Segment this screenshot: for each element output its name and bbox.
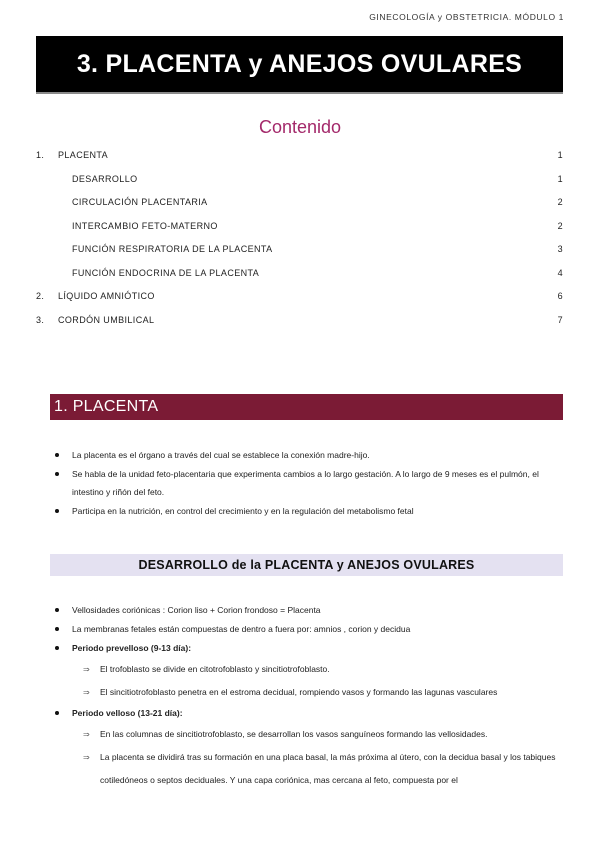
toc-entry[interactable] (36, 287, 563, 311)
list-item-text: Vellosidades coriónicas : Corion liso + Corion frondoso = Placenta (72, 605, 321, 615)
list-item-text: La membranas fetales están compuestas de dentro a fuera por: amnios , corion y decidua (72, 624, 411, 634)
bullet-icon (55, 453, 59, 457)
list-item (50, 601, 563, 619)
period-heading: Periodo prevelloso (9-13 día): (72, 643, 192, 653)
chapter-title-bar (36, 36, 563, 94)
toc-page: 3 (557, 244, 563, 254)
list-item-text: La placenta es el órgano a través del cual se establece la conexión madre-hijo. (72, 450, 370, 460)
toc-label: DESARROLLO (72, 173, 138, 184)
toc-number: 2. (36, 291, 45, 301)
toc-entry[interactable] (36, 170, 563, 194)
bullet-icon (55, 608, 59, 612)
sub-list-item-text: La placenta se dividirá tras su formación en una placa basal, la más próxima al útero, con la decidua basal y los tabiques cotiledóneos o septos deciduales. Y una capa coriónica, mas cercana al feto, compuesta por el (100, 752, 556, 785)
section-heading: 1. PLACENTA (54, 398, 159, 415)
list-item (50, 465, 563, 501)
contents-heading: Contenido (258, 117, 342, 137)
toc-entry[interactable] (36, 193, 563, 217)
bullet-icon (55, 627, 59, 631)
toc-label: FUNCIÓN RESPIRATORIA DE LA PLACENTA (72, 244, 273, 254)
toc-page: 2 (557, 197, 563, 207)
sub-list-item (50, 681, 563, 704)
arrow-bullet-icon: ⇒ (83, 665, 90, 674)
toc-page: 1 (557, 173, 563, 184)
toc-page: 7 (557, 314, 563, 325)
development-list (50, 601, 563, 792)
toc-page: 6 (557, 291, 563, 301)
toc-entry[interactable] (36, 264, 563, 288)
arrow-bullet-icon: ⇒ (83, 753, 90, 762)
sub-list-item-text: En las columnas de sincitiotrofoblasto, se desarrollan los vasos sanguíneos formando las vellosidades. (100, 729, 488, 739)
list-item-text: Participa en la nutrición, en control del crecimiento y en la regulación del metabolismo fetal (72, 506, 414, 516)
running-header: GINECOLOGÍA y OBSTETRICIA. MÓDULO 1 (369, 12, 564, 22)
section-heading-bar (50, 394, 563, 420)
toc-label: PLACENTA (58, 150, 109, 160)
toc-number: 1. (36, 150, 45, 160)
sub-list-item (50, 723, 563, 746)
bullet-icon (55, 472, 59, 476)
list-item (50, 620, 563, 638)
intro-bullet-list (50, 446, 563, 521)
sub-list-item-text: El trofoblasto se divide en citotrofoblasto y sincitiotrofoblasto. (100, 664, 330, 674)
list-item-text: Se habla de la unidad feto-placentaria que experimenta cambios a lo largo gestación. A lo largo de 9 meses es el pulmón, el intestino y riñón del feto. (72, 469, 539, 497)
toc-number: 3. (36, 314, 45, 325)
bullet-icon (55, 646, 59, 650)
list-item (50, 639, 563, 657)
subsection-heading: DESARROLLO de la PLACENTA y ANEJOS OVULARES (138, 558, 475, 572)
list-item (50, 502, 563, 520)
sub-list-item-text: El sincitiotrofoblasto penetra en el estroma decidual, rompiendo vasos y formando las lagunas vasculares (100, 687, 498, 697)
list-item (50, 446, 563, 464)
arrow-bullet-icon: ⇒ (83, 730, 90, 739)
toc-page: 2 (557, 220, 563, 231)
subsection-heading-bar (50, 554, 563, 576)
chapter-title: 3. PLACENTA y ANEJOS OVULARES (76, 49, 523, 78)
toc-label: FUNCIÓN ENDOCRINA DE LA PLACENTA (72, 267, 260, 278)
toc-label: LÍQUIDO AMNIÓTICO (58, 291, 155, 301)
bullet-icon (55, 711, 59, 715)
toc-page: 4 (557, 267, 563, 278)
sub-list-item (50, 658, 563, 681)
toc-entry[interactable] (36, 240, 563, 264)
toc-entry[interactable] (36, 146, 563, 170)
arrow-bullet-icon: ⇒ (83, 688, 90, 697)
toc-label: CORDÓN UMBILICAL (58, 314, 155, 325)
list-item (50, 704, 563, 722)
period-heading: Periodo velloso (13-21 día): (72, 708, 183, 718)
toc-label: CIRCULACIÓN PLACENTARIA (72, 197, 208, 207)
toc-entry[interactable] (36, 311, 563, 335)
table-of-contents (36, 146, 563, 334)
toc-entry[interactable] (36, 217, 563, 241)
toc-label: INTERCAMBIO FETO-MATERNO (72, 220, 218, 231)
bullet-icon (55, 509, 59, 513)
sub-list-item (50, 746, 563, 792)
toc-page: 1 (557, 150, 563, 160)
